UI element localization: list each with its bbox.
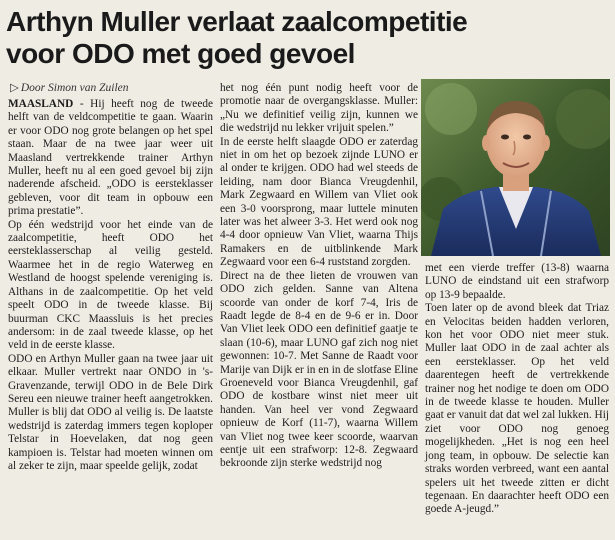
- byline-author: Door Simon van Zuilen: [20, 82, 129, 94]
- article-paragraph: In de eerste helft slaagde ODO er zaterdag niet in om het op bezoek zijnde LUNO er al onder te krijgen. ODO had wel steeds de leiding, nam door Bianca Vreugdenhil, Mark Zegwaard en Willem van Vliet ook een 3-0 voorsprong, maar luttele minuten later was het alweer 3-3. Het werd ook nog 4-4 door opnieuw Van Vliet, waarna Thijs Ramakers en de uitblinkende Mark Zegwaard voor een 6-4 ruststand zorgden.: [220, 135, 418, 269]
- headline: [6, 6, 606, 70]
- dateline: MAASLAND: [8, 98, 74, 110]
- headline-line-2: voor ODO met goed gevoel: [6, 38, 355, 69]
- article-paragraph: Op één wedstrijd voor het einde van de zaalcompetitie, heeft ODO het eersteklasserschap al veilig gesteld. Waarmee het in de regio Waterweg en Westland de hoogst spelende vereniging is. Althans in de zaalcompetitie. Op het veld speelt ODO in de tweede klasse. Bij buurman CKC Maassluis is het precies andersom: in de zaal tweede klasse, op het veld in de eerste klasse.: [8, 218, 213, 352]
- article-paragraph: ODO en Arthyn Muller gaan na twee jaar uit elkaar. Muller vertrekt naar ONDO in 's-Gravenzande, terwijl ODO in de Bele Dirk Sereu een nieuwe trainer heeft aangetrokken. Muller is blij dat ODO al veilig is. De laatste wedstrijd is zaterdag immers tegen koploper Telstar in Hoevelaken, dat nog geen kampioen is. Telstar had moeten winnen om al zeker te zijn, maar speelde gelijk, zodat: [8, 352, 213, 472]
- portrait-photo-image: [421, 79, 610, 256]
- headline-line-1: Arthyn Muller verlaat zaalcompetitie: [6, 6, 468, 37]
- article-column-2: [220, 82, 418, 538]
- article-paragraph: het nog één punt nodig heeft voor de promotie naar de overgangsklasse. Muller: „Nu we definitief veilig zijn, kunnen we die wedstrijd nu lekker vrijuit spelen.”: [220, 82, 418, 135]
- article-paragraph: met een vierde treffer (13-8) waarna LUNO de eindstand uit een strafworp op 13-9 bepaalde.: [425, 262, 609, 301]
- article-column-3: [425, 262, 609, 538]
- article-paragraph: MAASLAND - Hij heeft nog de tweede helft van de veldcompetitie te gaan. Waarin er voor ODO nog grote belangen op het spel staan. Maar de na twee jaar weer uit Maasland vertrekkende trainer Arthyn Muller, heeft nu al een goed gevoel bij zijn naderende afscheid. „ODO is eersteklasser gebleven, voor dit team in opbouw een prima prestatie”.: [8, 98, 213, 218]
- byline-arrow-icon: ▷: [10, 82, 19, 94]
- article-column-1: [8, 98, 213, 538]
- article-paragraph: Direct na de thee lieten de vrouwen van ODO zich gelden. Sanne van Altena scoorde van onder de korf 7-4, Iris de Raadt legde de 8-4 en de 9-6 er in. Door Van Vliet leek ODO een definitief gaatje te slaan (10-6), maar LUNO gaf zich nog niet gewonnen: 10-7. Met Sanne de Raadt voor Marije van Dijk er in en in de slotfase Eline Groeneveld voor Bianca Vreugdenhil, gaf ODO de kostbare winst niet meer uit handen. Van heel ver vond Zegwaard opnieuw de Korf (11-7), waarna Willem van Vliet nog twee keer scoorde, waarvan eentje uit een strafworp: 12-8. Zegwaard bekroonde zijn sterke wedstrijd nog: [220, 269, 418, 470]
- portrait-photo: [421, 79, 610, 256]
- article-paragraph: Toen later op de avond bleek dat Triaz en Velocitas beiden hadden verloren, kon het voor ODO niet meer stuk. Muller laat ODO in de zaal achter als een eersteklasser. Op het veld daarentegen heeft de vertrekkende trainer nog het nodige te doen om ODO in de tweede klasse te houden. Muller gaat er vanuit dat dat wel zal lukken. Hij ziet voor ODO nog genoeg mogelijkheden. „Het is nog een heel jong team, in opbouw. De selectie kan straks worden verbreed, want een aantal spelers uit het tweede zitten er dicht tegenaan. En daarachter heeft ODO een goede A-jeugd.”: [425, 302, 609, 516]
- byline: [10, 80, 129, 94]
